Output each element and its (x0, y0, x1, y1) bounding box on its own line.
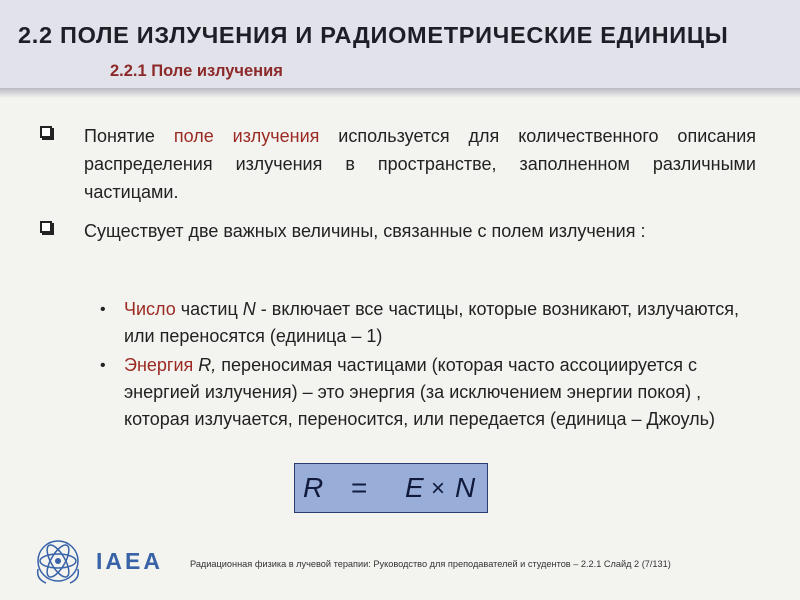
formula-lhs: R (303, 472, 324, 503)
iaea-logo-icon (32, 535, 84, 587)
header-shadow (0, 88, 800, 98)
bullet-text (84, 122, 756, 206)
square-bullet-icon (40, 126, 52, 138)
formula-times: × (431, 475, 446, 502)
slide-subtitle: 2.2.1 Поле излучения (110, 62, 283, 80)
dot-bullet-icon: • (100, 357, 106, 374)
square-bullet-icon (40, 221, 52, 233)
bullet-text-part: используется для количественного описания распределения излучения в пространстве, заполненном различными частицами. (84, 126, 757, 202)
subitem-text-part: частиц (175, 299, 243, 319)
subitem-text-part: - включает все частицы, которые возникают, излучаются, или переносятся (единица – 1) (124, 299, 740, 346)
bullet-item-two-quantities (40, 217, 756, 245)
formula-box (294, 463, 488, 513)
formula-n: N (455, 472, 476, 503)
formula-equals: = (351, 472, 368, 503)
term-highlight: поле излучения (173, 126, 320, 146)
bullet-text-part: Понятие (84, 126, 174, 146)
subitem-text (124, 296, 760, 350)
iaea-wordmark: IAEA (96, 548, 163, 574)
subitem-text-part: переносимая частицами (которая часто ассоциируется с энергией излучения) – это энергия (за исключением энергии покоя) , которая излучается, переносится, или передается (единица – Джоуль) (124, 355, 716, 429)
subitem-text (124, 352, 760, 433)
symbol-r: R, (198, 355, 217, 375)
term-highlight: Энергия (124, 355, 194, 375)
formula-e: E (405, 472, 424, 503)
slide-title: 2.2 ПОЛЕ ИЗЛУЧЕНИЯ И РАДИОМЕТРИЧЕСКИЕ ЕДИНИЦЫ (18, 22, 729, 48)
bullet-text: Существует две важных величины, связанные с полем излучения : (84, 221, 646, 241)
footer-caption: Радиационная физика в лучевой терапии: Руководство для преподавателей и студентов – 2.2.1 Слайд 2 (7/131) (190, 559, 671, 569)
subitem-particle-number (100, 296, 760, 350)
dot-bullet-icon: • (100, 301, 106, 318)
subitem-radiant-energy (100, 352, 760, 433)
bullet-item-radiation-field (40, 122, 756, 206)
symbol-n: N (242, 299, 256, 319)
term-highlight: Число (124, 299, 176, 319)
